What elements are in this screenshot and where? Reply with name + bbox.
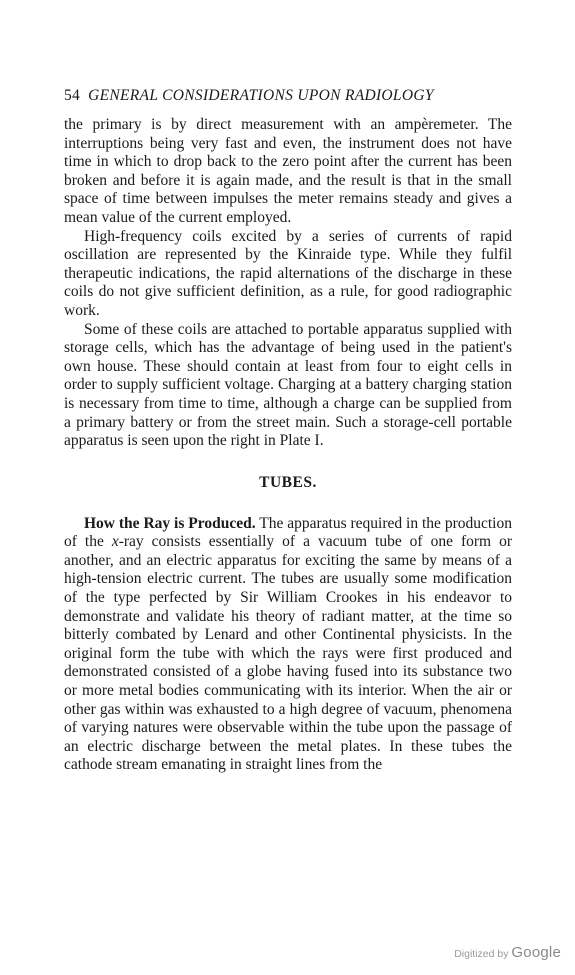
italic-x: x (111, 533, 119, 551)
paragraph-text: The apparatus required in the production of the (64, 514, 512, 551)
running-head (64, 86, 512, 106)
watermark-brand: Google (511, 944, 561, 961)
paragraph-portable-apparatus: Some of these coils are attached to portable apparatus supplied with storage cells, which has the advantage of being used in the patient's own house. These should contain at least from four to eight cells in order to supply sufficient voltage. Charging at a battery charging station is necessary from time to time, although a charge can be supplied from a primary battery or from the street main. Such a storage-cell portable apparatus is seen upon the right in Plate I. (64, 320, 512, 450)
paragraph-text-continued: -ray consists essentially of a vacuum tube of one form or another, and an electric apparatus for exciting the same by means of a high-tension electric current. The tubes are usually some modification of the type perfected by Sir William Crookes in his endeavor to demonstrate and validate his theory of radiant matter, at the time so bitterly combated by Lenard and other Continental physicists. In the original form the tube with which the rays were first produced and demonstrated consisted of a globe having fused into its substance two or more metal bodies communicating with its interior. When the air or other gas within was exhausted to a high degree of vacuum, phenomena of varying natures were observable within the tube upon the passage of an electric discharge between the metal plates. In these tubes the cathode stream emanating in straight lines from the (64, 533, 512, 774)
paragraph-high-frequency-coils: High-frequency coils excited by a series of currents of rapid oscillation are represented by the Kinraide type. While they fulfil therapeutic indications, the rapid alternations of the discharge in these coils do not give sufficient definition, as a rule, for good radiographic work. (64, 227, 512, 319)
watermark-prefix: Digitized by (454, 948, 509, 960)
page-number: 54 (64, 87, 81, 104)
paragraph-subhead: How the Ray is Produced. (84, 514, 256, 532)
paragraph-how-ray-produced (64, 515, 512, 775)
paragraph-continued: the primary is by direct measurement with an ampèremeter. The interruptions being very fast and even, the instrument does not have time in which to drop back to the zero point after the current has been broken and before it is again made, and the result is that in the small space of time between impulses the meter remains steady and gives a mean value of the current employed. (64, 116, 512, 226)
running-title: GENERAL CONSIDERATIONS UPON RADIOLOGY (88, 87, 434, 104)
section-title: TUBES. (259, 473, 317, 491)
page-content (64, 86, 512, 775)
digitized-watermark (454, 944, 561, 961)
